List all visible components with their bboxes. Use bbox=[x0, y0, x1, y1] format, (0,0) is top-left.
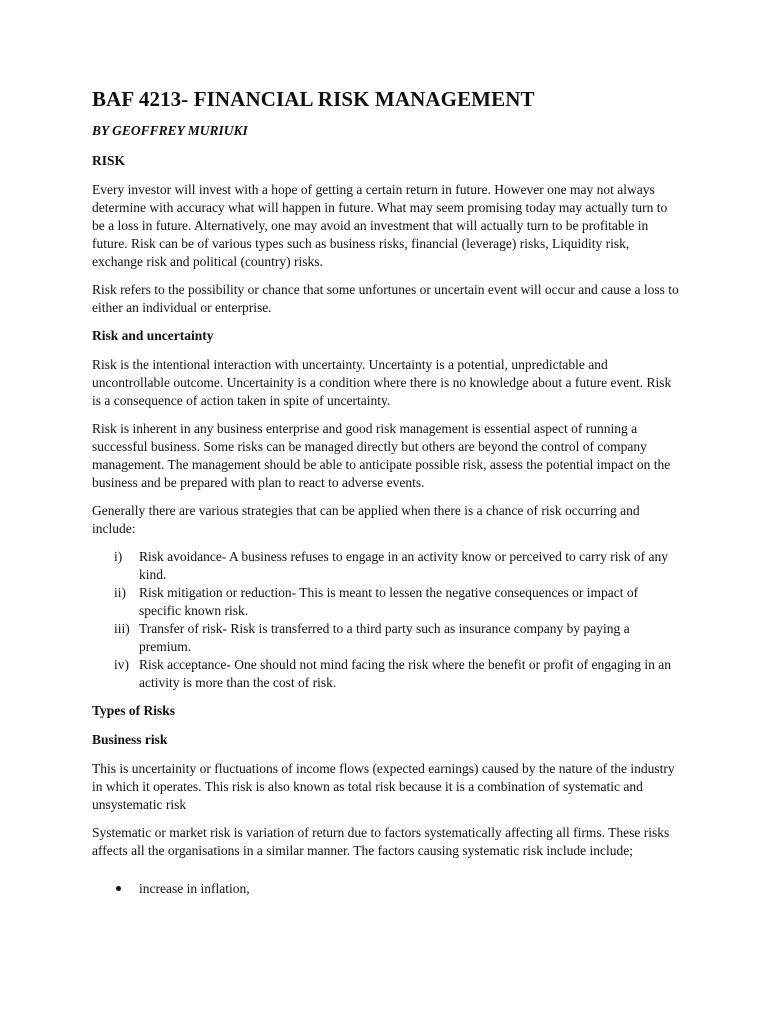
list-item-text: Risk avoidance- A business refuses to engage in an activity know or perceived to carry risk of any kind. bbox=[139, 549, 668, 582]
heading-types-of-risks: Types of Risks bbox=[92, 703, 176, 718]
list-marker: i) bbox=[114, 549, 123, 564]
list-item-text: Risk mitigation or reduction- This is meant to lessen the negative consequences or impact of specific known risk. bbox=[139, 585, 639, 618]
heading-business-risk: Business risk bbox=[92, 732, 168, 747]
strategies-list bbox=[92, 548, 682, 692]
list-item-text: Risk acceptance- One should not mind facing the risk where the benefit or profit of engaging in an activity is more than the cost of risk. bbox=[139, 657, 671, 690]
author-line: BY GEOFFREY MURIUKI bbox=[92, 123, 248, 138]
list-marker: iii) bbox=[114, 621, 130, 636]
paragraph-risk-intro: Every investor will invest with a hope of getting a certain return in future. However one may not always determine with accuracy what will happen in future. What may seem promising today may actually turn to be a loss in future. Alternatively, one may avoid an investment that will actually turn to be profitable in future. Risk can be of various types such as business risks, financial (leverage) risks, Liquidity risk, exchange risk and political (country) risks. bbox=[92, 182, 668, 269]
list-item bbox=[92, 548, 682, 584]
list-marker: ii) bbox=[114, 585, 126, 600]
paragraph-uncertainty: Risk is the intentional interaction with uncertainty. Uncertainty is a potential, unpredictable and uncontrollable outcome. Uncertainity is a condition where there is no knowledge about a future event. Risk is a consequence of action taken in spite of uncertainty. bbox=[92, 357, 672, 408]
heading-risk: RISK bbox=[92, 153, 126, 168]
paragraph-risk-management: Risk is inherent in any business enterprise and good risk management is essential aspect of running a successful business. Some risks can be managed directly but others are beyond the control of company management. The management should be able to anticipate possible risk, assess the potential impact on the business and be prepared with plan to react to adverse events. bbox=[92, 421, 671, 490]
list-marker: iv) bbox=[114, 657, 129, 672]
list-item bbox=[92, 620, 682, 656]
factors-list bbox=[92, 880, 682, 898]
document-page bbox=[92, 86, 682, 898]
paragraph-risk-definition: Risk refers to the possibility or chance that some unfortunes or uncertain event will occur and cause a loss to either an individual or enterprise. bbox=[92, 282, 679, 315]
list-item bbox=[92, 584, 682, 620]
paragraph-business-risk: This is uncertainity or fluctuations of income flows (expected earnings) caused by the nature of the industry in which it operates. This risk is also known as total risk because it is a combination of systematic and unsystematic risk bbox=[92, 761, 675, 812]
bullet-icon bbox=[116, 886, 121, 891]
list-item-text: Transfer of risk- Risk is transferred to a third party such as insurance company by paying a premium. bbox=[139, 621, 630, 654]
paragraph-systematic-risk: Systematic or market risk is variation of return due to factors systematically affecting all firms. These risks affects all the organisations in a similar manner. The factors causing systematic risk include include; bbox=[92, 825, 670, 858]
heading-risk-and-uncertainty: Risk and uncertainty bbox=[92, 328, 214, 343]
list-item bbox=[92, 656, 682, 692]
document-title: BAF 4213- FINANCIAL RISK MANAGEMENT bbox=[92, 87, 535, 111]
list-item-text: increase in inflation, bbox=[139, 881, 250, 896]
list-item bbox=[92, 880, 682, 898]
paragraph-strategies-intro: Generally there are various strategies that can be applied when there is a chance of risk occurring and include: bbox=[92, 503, 640, 536]
